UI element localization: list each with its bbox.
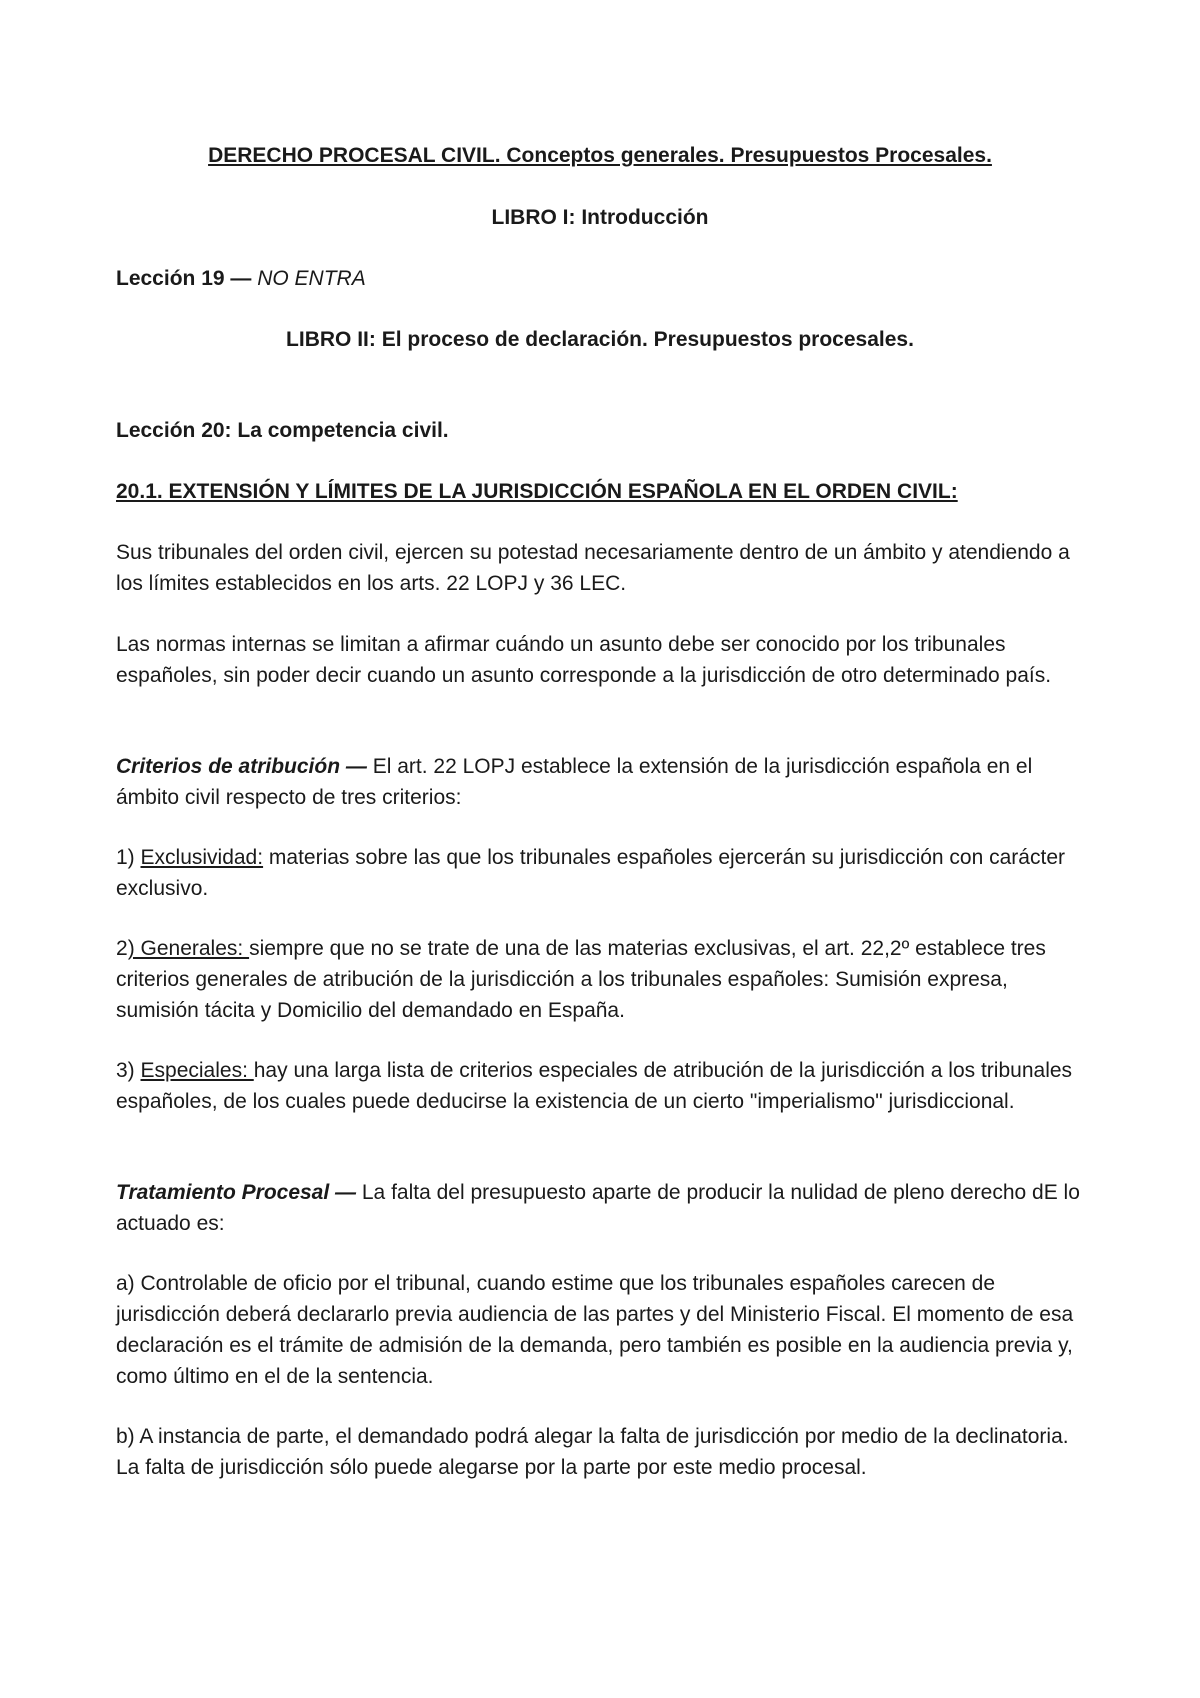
item-1-label: Exclusividad:	[140, 846, 264, 869]
item-1-text: materias sobre las que los tribunales españoles ejercerán su jurisdicción con carácter exclusivo.	[116, 846, 1065, 900]
tratamiento-paragraph	[116, 1177, 1096, 1239]
paragraph-b: b) A instancia de parte, el demandado podrá alegar la falta de jurisdicción por medio de la declinatoria. La falta de jurisdicción sólo puede alegarse por la parte por este medio procesal.	[116, 1425, 1069, 1479]
section-20-1-heading: 20.1. EXTENSIÓN Y LÍMITES DE LA JURISDICCIÓN ESPAÑOLA EN EL ORDEN CIVIL:	[116, 480, 958, 503]
tratamiento-text: La falta del presupuesto aparte de producir la nulidad de pleno derecho dE lo actuado es:	[116, 1181, 1080, 1235]
tratamiento-heading: Tratamiento Procesal —	[116, 1181, 357, 1204]
item-exclusividad	[116, 842, 1096, 904]
item-3-number: 3)	[116, 1059, 141, 1082]
criterios-paragraph	[116, 751, 1096, 813]
libro-1-heading: LIBRO I: Introducción	[491, 206, 709, 229]
item-3-text: hay una larga lista de criterios especiales de atribución de la jurisdicción a los tribunales españoles, de los cuales puede deducirse la existencia de un cierto "imperialismo" jurisdiccional.	[116, 1059, 1073, 1113]
item-2-text: siempre que no se trate de una de las materias exclusivas, el art. 22,2º establece tres criterios generales de atribución de la jurisdicción a los tribunales españoles: Sumisión expresa, sumisión tácita y Domicilio del demandado en España.	[116, 937, 1046, 1022]
leccion-19-line	[116, 263, 1096, 294]
item-generales	[116, 933, 1096, 1026]
item-1-number: 1)	[116, 846, 141, 869]
criterios-heading: Criterios de atribución —	[116, 755, 367, 778]
item-2-label: ) Generales:	[127, 937, 250, 960]
leccion-19-label: Lección 19 —	[116, 267, 258, 290]
document-title: DERECHO PROCESAL CIVIL. Conceptos generales. Presupuestos Procesales.	[208, 144, 992, 167]
libro-2-heading: LIBRO II: El proceso de declaración. Presupuestos procesales.	[286, 328, 914, 351]
paragraph-a: a) Controlable de oficio por el tribunal, cuando estime que los tribunales españoles carecen de jurisdicción deberá declararlo previa audiencia de las partes y del Ministerio Fiscal. El momento de esa declaración es el trámite de admisión de la demanda, pero también es posible en la audiencia previa y, como último en el de la sentencia.	[116, 1272, 1074, 1388]
item-2-number: 2	[116, 937, 128, 960]
paragraph-1: Sus tribunales del orden civil, ejercen su potestad necesariamente dentro de un ámbito y atendiendo a los límites establecidos en los arts. 22 LOPJ y 36 LEC.	[116, 541, 1070, 595]
item-especiales	[116, 1055, 1096, 1117]
paragraph-2: Las normas internas se limitan a afirmar cuándo un asunto debe ser conocido por los tribunales españoles, sin poder decir cuando un asunto corresponde a la jurisdicción de otro determinado país.	[116, 633, 1052, 687]
leccion-20-heading: Lección 20: La competencia civil.	[116, 419, 449, 442]
item-3-label: Especiales:	[140, 1059, 254, 1082]
criterios-text: El art. 22 LOPJ establece la extensión de la jurisdicción española en el ámbito civil respecto de tres criterios:	[116, 755, 1033, 809]
leccion-19-note: NO ENTRA	[257, 267, 366, 290]
